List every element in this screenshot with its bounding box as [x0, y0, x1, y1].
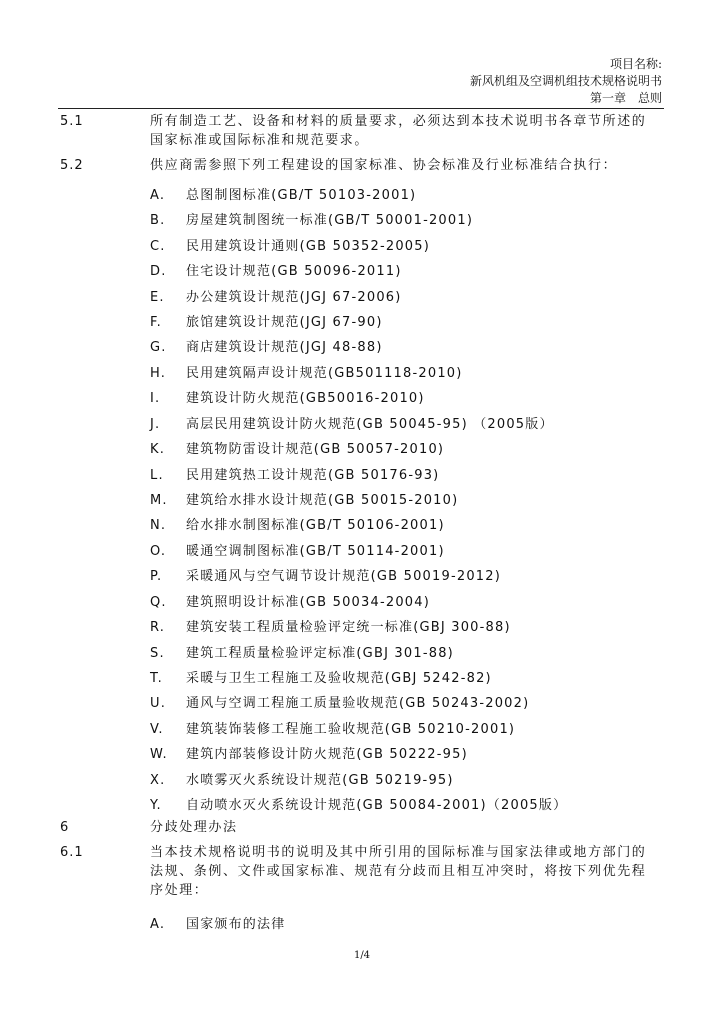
item-letter: J. [150, 417, 161, 432]
standard-list-item [150, 413, 554, 432]
standard-list-item [150, 692, 529, 711]
standard-list-item [150, 260, 402, 279]
item-text: 给水排水制图标准(GB/T 50106-2001) [186, 518, 445, 533]
item-letter: L. [150, 468, 164, 483]
standard-list-item [150, 286, 402, 305]
item-text: 建筑物防雷设计规范(GB 50057-2010) [186, 442, 445, 457]
section-number: 5.2 [60, 158, 84, 173]
standard-list-item [150, 311, 383, 330]
item-text: 建筑给水排水设计规范(GB 50015-2010) [186, 493, 459, 508]
item-text: 办公建筑设计规范(JGJ 67-2006) [186, 290, 402, 305]
item-text: 总图制图标准(GB/T 50103-2001) [186, 188, 417, 203]
item-letter: R. [150, 620, 166, 635]
item-text: 商店建筑设计规范(JGJ 48-88) [186, 340, 383, 355]
page-header [470, 56, 662, 107]
item-letter: A. [150, 188, 166, 203]
item-letter: B. [150, 213, 166, 228]
section-number: 5.1 [60, 114, 84, 129]
item-text: 住宅设计规范(GB 50096-2011) [186, 264, 402, 279]
standard-list-item [150, 565, 501, 584]
standard-list-item [150, 616, 511, 635]
item-text: 民用建筑隔声设计规范(GB501118-2010) [186, 366, 463, 381]
item-text: 水喷雾灭火系统设计规范(GB 50219-95) [186, 773, 454, 788]
item-text: 民用建筑热工设计规范(GB 50176-93) [186, 468, 440, 483]
item-text: 房屋建筑制图统一标准(GB/T 50001-2001) [186, 213, 474, 228]
item-letter: C. [150, 239, 166, 254]
item-text: 采暖与卫生工程施工及验收规范(GBJ 5242-82) [186, 671, 492, 686]
standard-list-item [150, 794, 567, 813]
section-text: 所有制造工艺、设备和材料的质量要求，必须达到本技术说明书各章节所述的国家标准或国际标准和规范要求。 [150, 114, 647, 148]
section-text: 供应商需参照下列工程建设的国家标准、协会标准及行业标准结合执行： [150, 158, 618, 173]
item-letter: S. [150, 646, 165, 661]
standard-list-item [150, 362, 463, 381]
document-title: 新风机组及空调机组技术规格说明书 [469, 74, 662, 88]
item-letter: X. [150, 773, 166, 788]
item-text: 建筑装饰装修工程施工验收规范(GB 50210-2001) [186, 722, 516, 737]
item-letter: I. [150, 391, 161, 406]
standard-list-item [150, 642, 454, 661]
standard-list-item [150, 489, 458, 508]
item-text: 国家颁布的法律 [186, 917, 286, 932]
item-letter: G. [150, 340, 167, 355]
item-letter: U. [150, 696, 167, 711]
item-letter: P. [150, 569, 163, 584]
standard-list-item [150, 514, 445, 533]
item-letter: O. [150, 544, 167, 559]
item-text: 自动喷水灭火系统设计规范(GB 50084-2001)（2005版） [186, 798, 568, 813]
header-divider [58, 108, 664, 109]
standard-list-item [150, 591, 430, 610]
standard-list-item [150, 209, 473, 228]
standard-list-item [150, 718, 515, 737]
item-text: 高层民用建筑设计防火规范(GB 50045-95) （2005版） [186, 417, 554, 432]
standard-list-item [150, 464, 439, 483]
item-text: 建筑设计防火规范(GB50016-2010) [186, 391, 425, 406]
item-letter: D. [150, 264, 167, 279]
section-number: 6.1 [60, 845, 84, 860]
priority-list-item [150, 913, 285, 932]
item-letter: A. [150, 917, 166, 932]
item-text: 暖通空调制图标准(GB/T 50114-2001) [186, 544, 445, 559]
item-text: 建筑内部装修设计防火规范(GB 50222-95) [186, 747, 468, 762]
item-letter: T. [150, 671, 163, 686]
item-letter: W. [150, 747, 168, 762]
item-text: 建筑工程质量检验评定标准(GBJ 301-88) [186, 646, 454, 661]
item-text: 通风与空调工程施工质量验收规范(GB 50243-2002) [186, 696, 530, 711]
standard-list-item [150, 387, 425, 406]
standard-list-item [150, 235, 430, 254]
project-name-label: 项目名称: [609, 57, 662, 71]
standard-list-item [150, 769, 454, 788]
section-text: 当本技术规格说明书的说明及其中所引用的国际标准与国家法律或地方部门的法规、条例、文件或国家标准、规范有分歧而且相互冲突时，将按下列优先程序处理： [150, 845, 647, 898]
item-letter: N. [150, 518, 167, 533]
item-letter: V. [150, 722, 164, 737]
item-text: 民用建筑设计通则(GB 50352-2005) [186, 239, 430, 254]
item-text: 建筑照明设计标准(GB 50034-2004) [186, 595, 430, 610]
section-number: 6 [60, 820, 70, 835]
chapter-title: 第一章 总则 [589, 91, 662, 105]
item-letter: M. [150, 493, 168, 508]
standard-list-item [150, 184, 416, 203]
page-number: 1/4 [353, 950, 371, 961]
item-text: 建筑安装工程质量检验评定统一标准(GBJ 300-88) [186, 620, 511, 635]
standard-list-item [150, 540, 445, 559]
item-letter: H. [150, 366, 167, 381]
item-letter: Y. [150, 798, 162, 813]
standard-list-item [150, 667, 492, 686]
item-letter: E. [150, 290, 165, 305]
item-text: 采暖通风与空气调节设计规范(GB 50019-2012) [186, 569, 501, 584]
item-letter: F. [150, 315, 162, 330]
standard-list-item [150, 438, 444, 457]
item-text: 旅馆建筑设计规范(JGJ 67-90) [186, 315, 383, 330]
standard-list-item [150, 743, 468, 762]
section-heading: 分歧处理办法 [150, 820, 238, 835]
standard-list-item [150, 336, 383, 355]
item-letter: K. [150, 442, 166, 457]
item-letter: Q. [150, 595, 167, 610]
